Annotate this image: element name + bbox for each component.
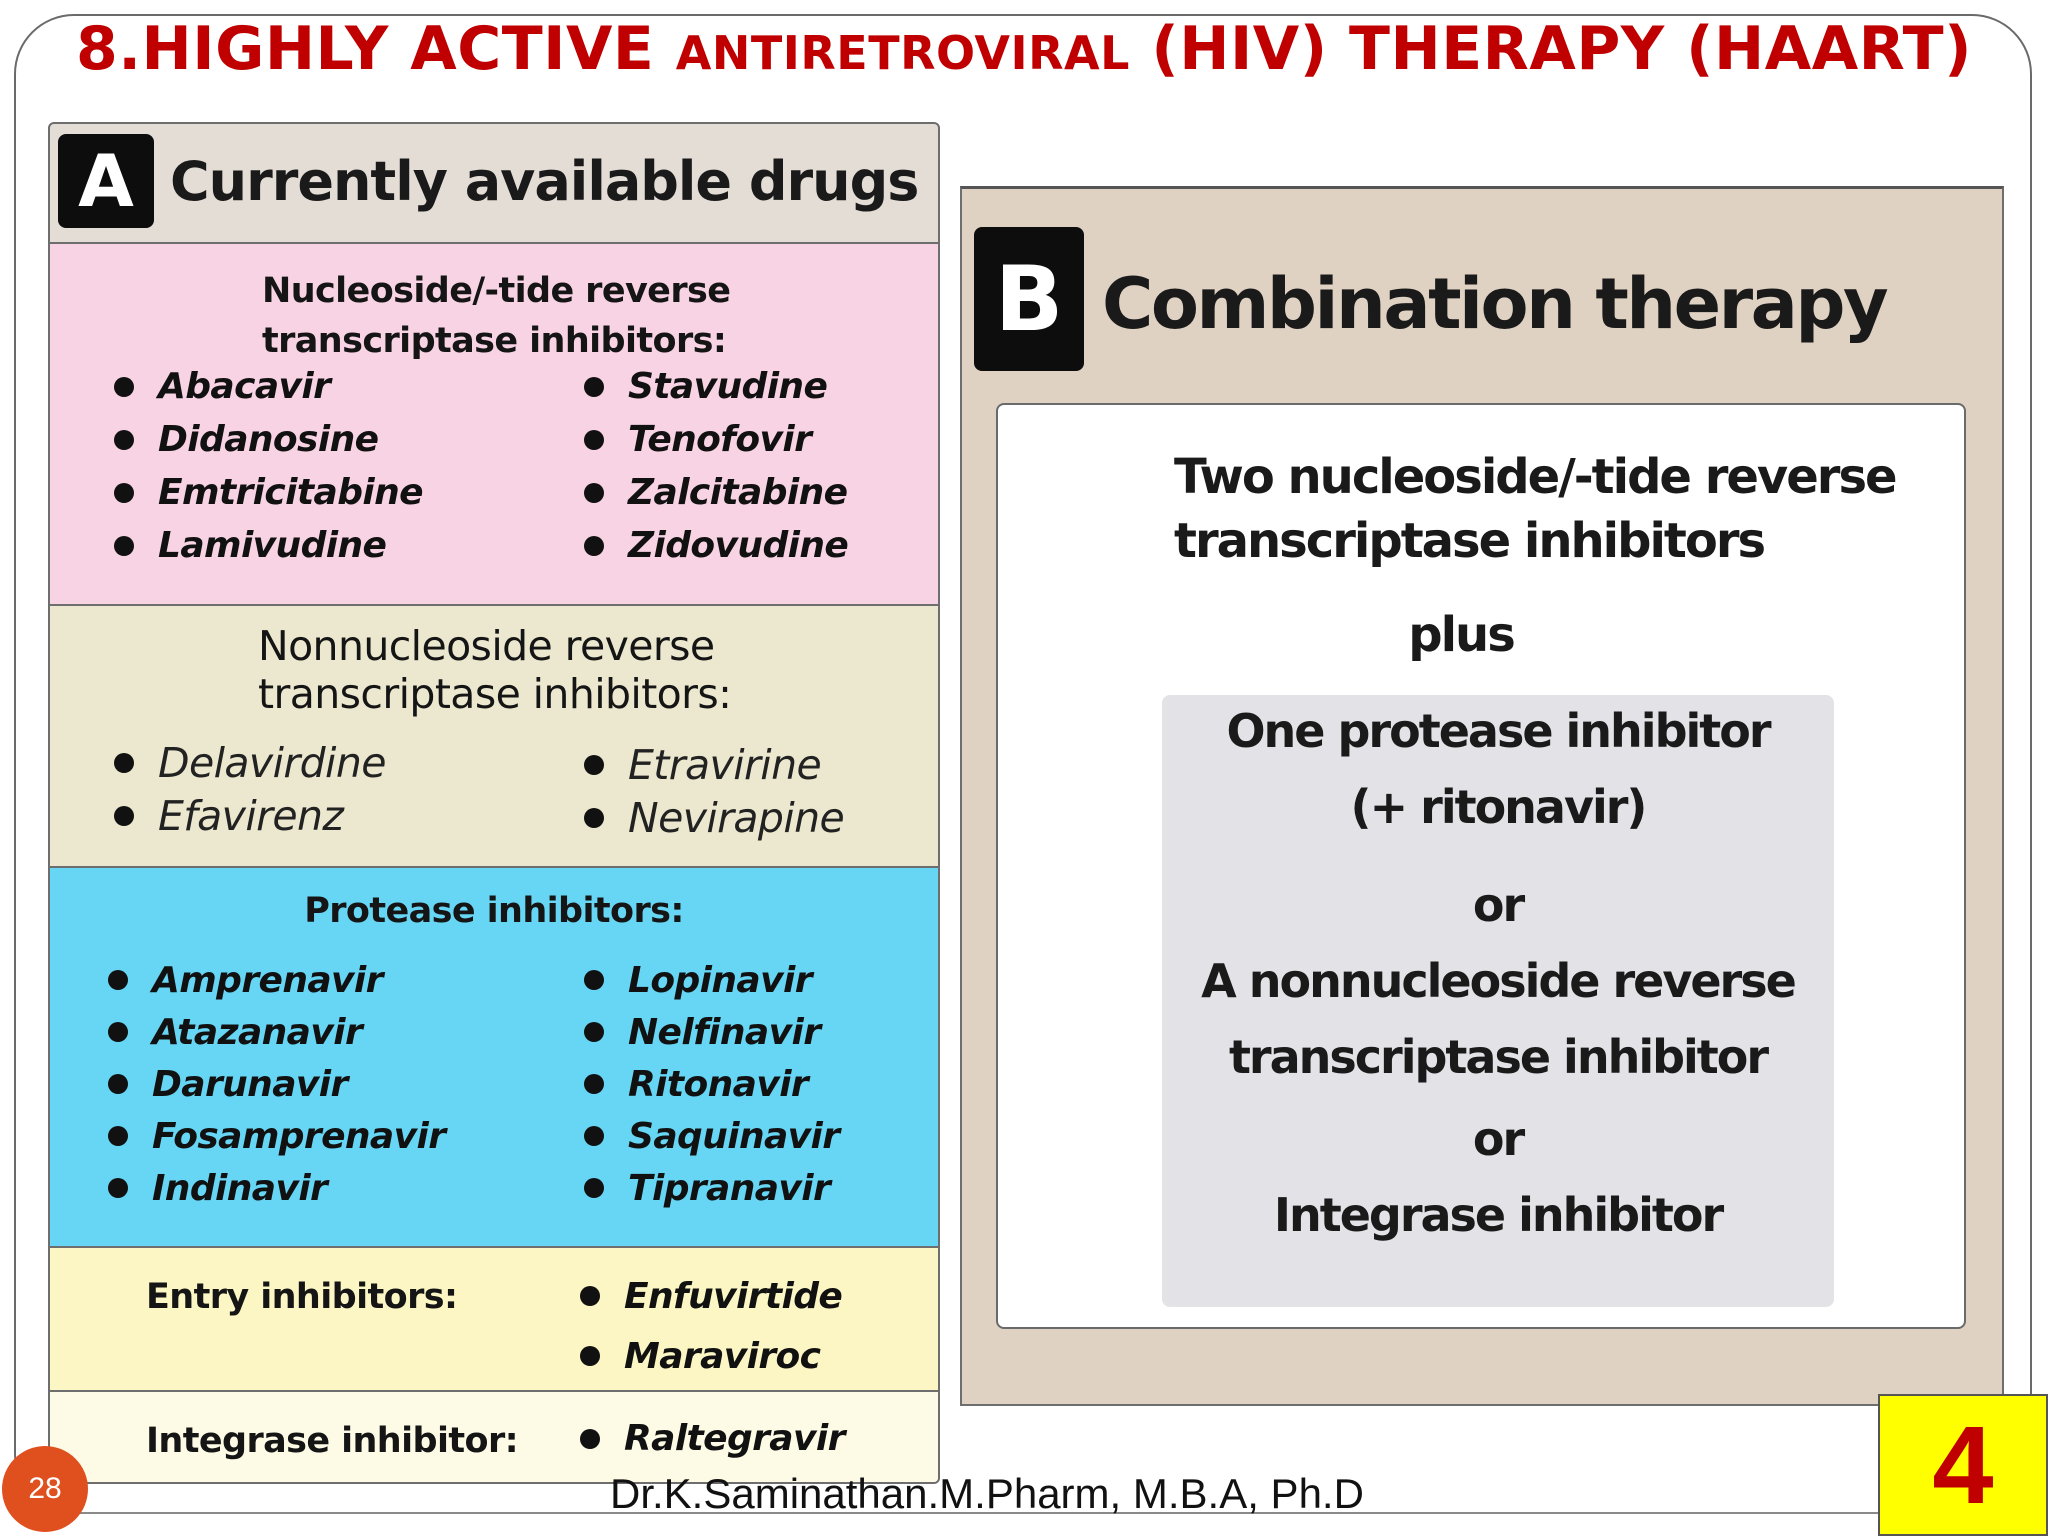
drug-item xyxy=(584,1006,839,1058)
drug-name: Atazanavir xyxy=(152,1011,363,1053)
drug-name: Emtricitabine xyxy=(158,472,423,513)
nnrti-heading-line-1: Nonnucleoside reverse xyxy=(258,622,715,670)
combination-box xyxy=(996,403,1966,1329)
bullet-icon xyxy=(584,1022,604,1042)
drug-item xyxy=(114,736,386,789)
panel-b-letter: B xyxy=(974,227,1084,371)
bullet-icon xyxy=(584,970,604,990)
drug-name: Lamivudine xyxy=(158,525,387,566)
nrti-list-right xyxy=(584,360,848,572)
unit-badge: 4 xyxy=(1878,1394,2048,1536)
combo-nrti-text xyxy=(1174,445,1896,573)
drug-name: Stavudine xyxy=(628,366,828,407)
bullet-icon xyxy=(584,1074,604,1094)
integrase-heading: Integrase inhibitor: xyxy=(146,1421,519,1461)
drug-name: Nevirapine xyxy=(628,793,845,842)
bullet-icon xyxy=(580,1429,600,1449)
drug-item xyxy=(584,466,848,519)
drug-item xyxy=(584,519,848,572)
drug-name: Amprenavir xyxy=(152,959,383,1001)
combo-nrti-line-1: Two nucleoside/-tide reverse xyxy=(1174,449,1896,505)
drug-name: Ritonavir xyxy=(628,1063,809,1105)
drug-name: Enfuvirtide xyxy=(624,1275,843,1317)
drug-item xyxy=(114,360,423,413)
bullet-icon xyxy=(580,1346,600,1366)
protease-list-right xyxy=(584,954,839,1214)
drug-item xyxy=(580,1326,842,1386)
drug-name: Saquinavir xyxy=(628,1115,840,1157)
bullet-icon xyxy=(584,755,604,775)
nrti-heading-line-1: Nucleoside/-tide reverse xyxy=(262,271,731,311)
section-entry-inhibitors xyxy=(50,1246,938,1390)
bullet-icon xyxy=(114,753,134,773)
nnrti-list-right xyxy=(584,738,844,844)
nrti-heading-line-2: transcriptase inhibitors: xyxy=(262,321,727,361)
option-protease-inhibitor: One protease inhibitor xyxy=(1226,704,1770,758)
drug-item xyxy=(584,791,844,844)
title-part-3: (HIV) THERAPY (HAART) xyxy=(1129,14,1972,84)
drug-item xyxy=(114,466,423,519)
section-nnrti xyxy=(50,604,938,866)
drug-item xyxy=(108,1058,445,1110)
integrase-list xyxy=(580,1412,845,1465)
drug-name: Zidovudine xyxy=(628,525,849,566)
option-nnrti-line-2: transcriptase inhibitor xyxy=(1228,1030,1768,1084)
bullet-icon xyxy=(108,1022,128,1042)
option-integrase-inhibitor: Integrase inhibitor xyxy=(1273,1188,1723,1242)
drug-item xyxy=(580,1412,845,1465)
drug-item xyxy=(584,360,848,413)
panel-combination-therapy xyxy=(960,186,2004,1406)
bullet-icon xyxy=(114,806,134,826)
panel-b-title: Combination therapy xyxy=(1102,263,1887,345)
bullet-icon xyxy=(108,1126,128,1146)
drug-item xyxy=(114,789,386,842)
entry-list xyxy=(580,1266,842,1386)
section-protease-inhibitors xyxy=(50,866,938,1246)
bullet-icon xyxy=(114,377,134,397)
nnrti-heading-line-2: transcriptase inhibitors: xyxy=(258,670,732,718)
section-nrti xyxy=(50,242,938,604)
protease-list-left xyxy=(108,954,445,1214)
combo-nrti-line-2: transcriptase inhibitors xyxy=(1174,513,1765,569)
bullet-icon xyxy=(108,1178,128,1198)
drug-name: Zalcitabine xyxy=(628,472,848,513)
panel-a-header xyxy=(50,124,938,242)
drug-item xyxy=(108,1110,445,1162)
protease-heading: Protease inhibitors: xyxy=(304,891,684,931)
drug-item xyxy=(580,1266,842,1326)
bullet-icon xyxy=(584,1126,604,1146)
bullet-icon xyxy=(584,377,604,397)
option-ritonavir-note: (+ ritonavir) xyxy=(1350,780,1646,834)
nnrti-list-left xyxy=(114,736,386,842)
combo-plus: plus xyxy=(1408,607,1514,663)
drug-item xyxy=(114,413,423,466)
bullet-icon xyxy=(584,808,604,828)
drug-name: Maraviroc xyxy=(624,1335,821,1377)
nrti-list-left xyxy=(114,360,423,572)
panel-currently-available-drugs xyxy=(48,122,940,1484)
drug-item xyxy=(114,519,423,572)
bullet-icon xyxy=(108,1074,128,1094)
drug-name: Nelfinavir xyxy=(628,1011,821,1053)
bullet-icon xyxy=(584,1178,604,1198)
drug-name: Tenofovir xyxy=(628,419,812,460)
bullet-icon xyxy=(108,970,128,990)
drug-item xyxy=(584,1058,839,1110)
nnrti-heading xyxy=(258,622,731,718)
drug-item xyxy=(584,738,844,791)
option-nnrti-line-1: A nonnucleoside reverse xyxy=(1201,954,1795,1008)
title-part-2: ANTIRETROVIRAL xyxy=(675,26,1130,80)
title-part-1: 8.HIGHLY ACTIVE xyxy=(76,14,676,84)
drug-item xyxy=(584,1110,839,1162)
drug-item xyxy=(584,954,839,1006)
footer-credit: Dr.K.Saminathan.M.Pharm, M.B.A, Ph.D xyxy=(610,1470,1364,1517)
drug-item xyxy=(584,1162,839,1214)
drug-item xyxy=(108,954,445,1006)
entry-heading: Entry inhibitors: xyxy=(146,1277,458,1317)
bullet-icon xyxy=(580,1286,600,1306)
bullet-icon xyxy=(114,536,134,556)
option-or-1: or xyxy=(1472,878,1524,932)
drug-name: Efavirenz xyxy=(158,791,344,840)
bullet-icon xyxy=(584,536,604,556)
bullet-icon xyxy=(114,483,134,503)
drug-item xyxy=(108,1006,445,1058)
panel-a-title: Currently available drugs xyxy=(170,150,919,213)
drug-name: Raltegravir xyxy=(624,1418,845,1459)
drug-name: Abacavir xyxy=(158,366,331,407)
drug-name: Indinavir xyxy=(152,1167,328,1209)
drug-name: Fosamprenavir xyxy=(152,1115,446,1157)
drug-name: Tipranavir xyxy=(628,1167,831,1209)
combo-options-box xyxy=(1162,695,1834,1307)
option-or-2: or xyxy=(1472,1112,1524,1166)
bullet-icon xyxy=(114,430,134,450)
drug-name: Etravirine xyxy=(628,740,822,789)
drug-item xyxy=(108,1162,445,1214)
page-number: 28 xyxy=(2,1446,88,1532)
bullet-icon xyxy=(584,483,604,503)
drug-name: Lopinavir xyxy=(628,959,812,1001)
drug-name: Didanosine xyxy=(158,419,379,460)
bullet-icon xyxy=(584,430,604,450)
panel-a-letter: A xyxy=(58,134,154,228)
drug-name: Darunavir xyxy=(152,1063,348,1105)
drug-item xyxy=(584,413,848,466)
nrti-heading xyxy=(262,266,730,366)
drug-name: Delavirdine xyxy=(158,738,386,787)
slide-title xyxy=(0,14,2048,84)
